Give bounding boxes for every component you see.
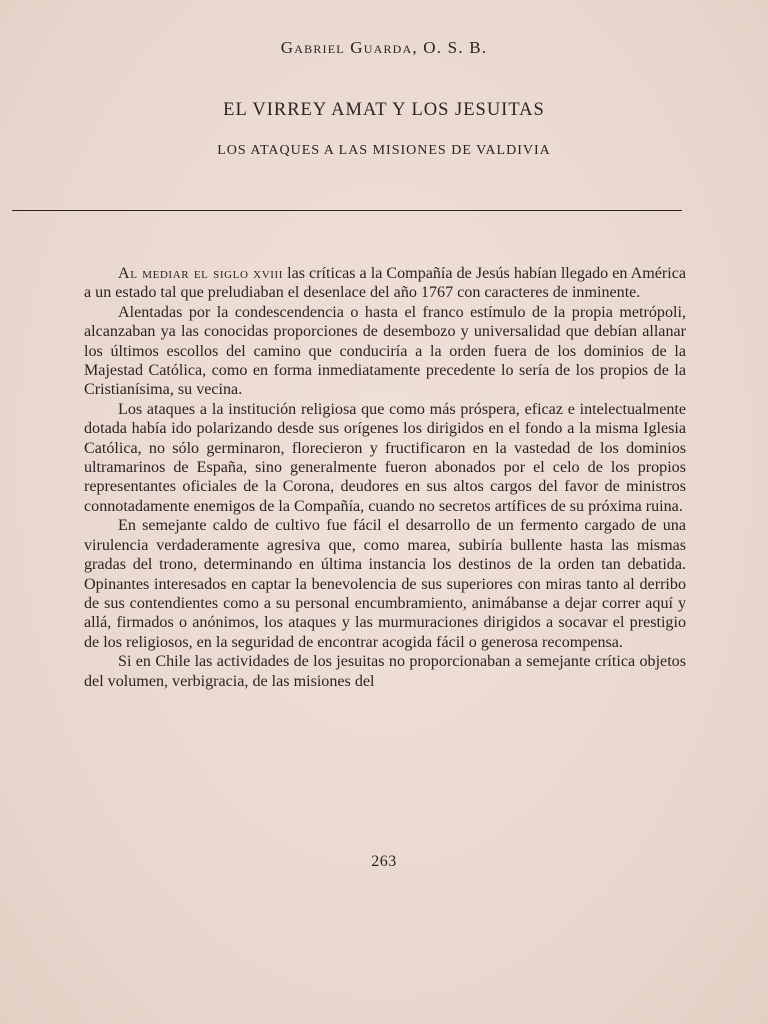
article-subtitle: LOS ATAQUES A LAS MISIONES DE VALDIVIA bbox=[217, 143, 551, 158]
paragraph-5: Si en Chile las actividades de los jesuitas no proporcionaban a semejante crítica objetos del volumen, verbigracia, de las misiones del bbox=[84, 653, 686, 690]
article-body bbox=[84, 264, 686, 691]
paragraph-2: Alentadas por la condescendencia o hasta el franco estímulo de la propia metrópoli, alcanzaban ya las conocidas proporciones de desembozo y universalidad que debían allanar los últimos escollos del camino que conduciría a la orden fuera de los dominios de la Majestad Católica, como en forma inmediatamente precedente lo sería de los propios de la Cristianísima, su vecina. bbox=[84, 303, 686, 399]
opening-smallcaps: Al mediar el siglo xviii bbox=[118, 265, 284, 282]
paragraph-4: En semejante caldo de cultivo fue fácil el desarrollo de un fermento cargado de una virulencia verdaderamente agresiva que, como marea, subiría bullente hasta las mismas gradas del trono, determinando en última instancia los destinos de la orden tan debatida. Opinantes interesados en captar la benevolencia de sus superiores con miras tanto al derribo de sus contendientes como a su personal encumbramiento, animábanse a dejar correr aquí y allá, firmados o anónimos, los ataques y las murmuraciones dirigidos a socavar el prestigio de los religiosos, en la seguridad de encontrar acogida fácil o generosa recompensa. bbox=[84, 517, 686, 651]
author-line: Gabriel Guarda, O. S. B. bbox=[280, 38, 488, 57]
paragraph-3: Los ataques a la institución religiosa que como más próspera, eficaz e intelectualmente dotada había ido polarizando desde sus orígenes los dirigidos en el fondo a la misma Iglesia Católica, no sólo germinaron, florecieron y fructificaron en la vastedad de los dominios ultramarinos de España, sino generalmente fueron abonados por el celo de los propios representantes oficiales de la Corona, deudores en sus altos cargos del favor de ministros connotadamente enemigos de la Compañía, cuando no secretos artífices de su próxima ruina. bbox=[84, 400, 686, 515]
paragraph-1-text: las críticas a la Compañía de Jesús habían llegado en América a un estado tal que preludiaban el desenlace del año 1767 con caracteres de inminente. bbox=[84, 265, 686, 302]
paragraph-1 bbox=[84, 264, 686, 303]
horizontal-rule bbox=[12, 210, 682, 211]
page-number: 263 bbox=[371, 853, 397, 870]
article-title: EL VIRREY AMAT Y LOS JESUITAS bbox=[223, 100, 545, 120]
